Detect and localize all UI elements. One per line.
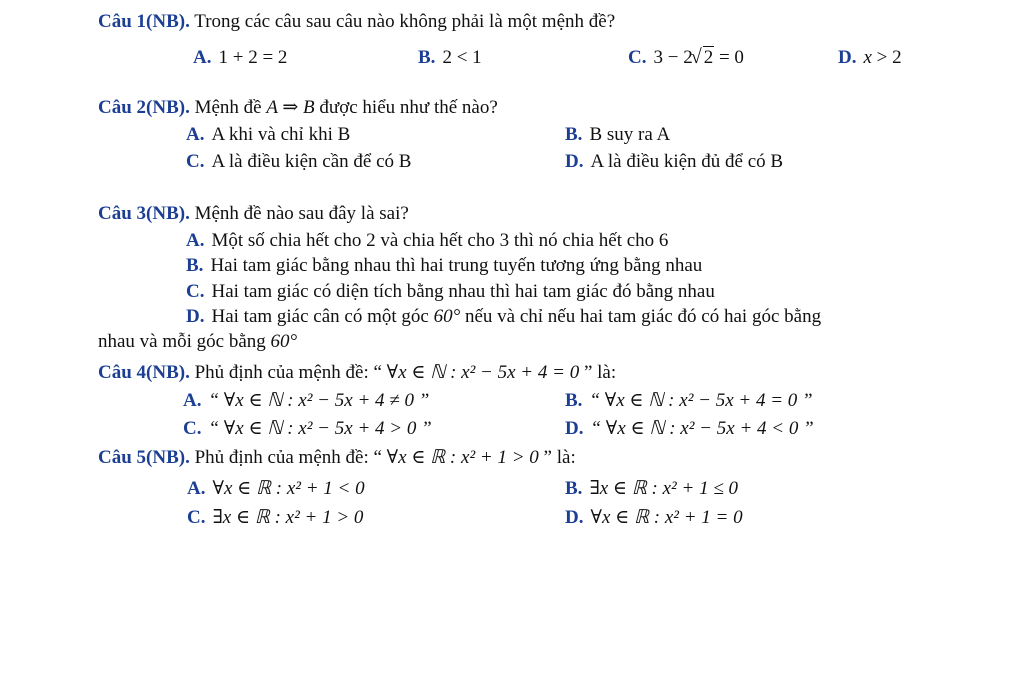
q4-option-a-text: “ ∀x ∈ ℕ : x² − 5x + 4 ≠ 0 ”: [208, 390, 430, 411]
question-1: [98, 11, 615, 33]
q2-option-b-text: B suy ra A: [589, 124, 671, 145]
q2-option-a: [186, 124, 350, 146]
q5-option-b-text: ∃x ∈ ℝ : x² + 1 ≤ 0: [589, 478, 738, 499]
q4-option-b: [565, 390, 813, 412]
q2-option-b-label: B.: [565, 124, 583, 145]
q3-option-a-label: A.: [186, 230, 205, 251]
q1-option-c: [628, 47, 744, 69]
q3-option-d: [186, 306, 821, 328]
q3-option-d-angle: 60°: [433, 306, 461, 327]
q5-option-a-label: A.: [187, 478, 206, 499]
q5-option-c-text: ∃x ∈ ℝ : x² + 1 > 0: [212, 507, 364, 528]
q4-option-d-text: “ ∀x ∈ ℕ : x² − 5x + 4 < 0 ”: [590, 418, 814, 439]
q1-option-d-label: D.: [838, 47, 857, 68]
question-4-stem-post: ” là:: [579, 362, 617, 383]
q4-option-d: [565, 418, 814, 440]
question-3: [98, 203, 409, 225]
q4-option-a-label: A.: [183, 390, 202, 411]
q3-option-c: [186, 281, 715, 303]
q1-option-c-post: = 0: [714, 47, 744, 68]
q2-option-d-label: D.: [565, 151, 584, 172]
question-4: [98, 362, 616, 384]
q1-option-a-label: A.: [193, 47, 212, 68]
q2-option-c: [186, 151, 411, 173]
q1-option-c-pre: 3 − 2: [653, 47, 693, 68]
q3-option-d-continuation: [98, 331, 297, 353]
q3-option-c-text: Hai tam giác có diện tích bằng nhau thì hai tam giác đó bằng nhau: [211, 281, 715, 302]
question-1-title: Câu 1(NB).: [98, 11, 190, 32]
sqrt-symbol: [693, 47, 715, 69]
q3-option-b-label: B.: [186, 255, 204, 276]
question-1-stem: Trong các câu sau câu nào không phải là một mệnh đề?: [194, 11, 616, 32]
q1-option-b: [418, 47, 482, 69]
question-5-stem-post: ” là:: [538, 447, 576, 468]
q5-option-d-text: ∀x ∈ ℝ : x² + 1 = 0: [590, 507, 743, 528]
q4-option-c: [183, 418, 432, 440]
q4-option-c-label: C.: [183, 418, 202, 439]
q1-option-d: [838, 47, 902, 69]
question-5-stem-math: ∀x ∈ ℝ : x² + 1 > 0: [386, 447, 539, 468]
q1-option-d-text: > 2: [871, 47, 902, 68]
q1-option-b-text: 2 < 1: [442, 47, 482, 68]
q1-option-d-var: x: [863, 47, 872, 68]
question-4-stem-pre: Phủ định của mệnh đề: “: [194, 362, 387, 383]
q3-option-d-angle2: 60°: [270, 331, 298, 352]
q5-option-a: [187, 478, 365, 500]
q4-option-b-text: “ ∀x ∈ ℕ : x² − 5x + 4 = 0 ”: [589, 390, 813, 411]
q4-option-d-label: D.: [565, 418, 584, 439]
q3-option-a-text: Một số chia hết cho 2 và chia hết cho 3 thì nó chia hết cho 6: [211, 230, 669, 251]
question-2: [98, 97, 498, 119]
q1-option-b-label: B.: [418, 47, 436, 68]
q1-option-c-label: C.: [628, 47, 647, 68]
q5-option-d: [565, 507, 743, 529]
question-3-title: Câu 3(NB).: [98, 203, 190, 224]
q5-option-c-label: C.: [187, 507, 206, 528]
question-4-stem-math: ∀x ∈ ℕ : x² − 5x + 4 = 0: [386, 362, 580, 383]
q3-option-d-text-post: nếu và chỉ nếu hai tam giác đó có hai góc bằng: [460, 306, 822, 327]
q1-option-c-radicand: 2: [703, 47, 714, 68]
question-5: [98, 447, 576, 469]
q3-option-a: [186, 230, 668, 252]
q3-option-d-continuation-text: nhau và mỗi góc bằng: [98, 331, 271, 352]
question-2-stem-math: A ⇒ B: [266, 97, 315, 118]
q2-option-c-label: C.: [186, 151, 205, 172]
q5-option-b: [565, 478, 738, 500]
q4-option-a: [183, 390, 429, 412]
q2-option-d-text: A là điều kiện đủ để có B: [590, 151, 784, 172]
q3-option-b-text: Hai tam giác bằng nhau thì hai trung tuyến tương ứng bằng nhau: [210, 255, 703, 276]
q3-option-d-text-pre: Hai tam giác cân có một góc: [211, 306, 434, 327]
question-2-stem-post: được hiểu như thế nào?: [314, 97, 498, 118]
q3-option-c-label: C.: [186, 281, 205, 302]
q3-option-b: [186, 255, 702, 277]
q5-option-a-text: ∀x ∈ ℝ : x² + 1 < 0: [212, 478, 365, 499]
q1-option-a-text: 1 + 2 = 2: [218, 47, 288, 68]
q4-option-c-text: “ ∀x ∈ ℕ : x² − 5x + 4 > 0 ”: [208, 418, 432, 439]
q2-option-d: [565, 151, 783, 173]
q5-option-b-label: B.: [565, 478, 583, 499]
q4-option-b-label: B.: [565, 390, 583, 411]
q1-option-a: [193, 47, 287, 69]
question-2-stem-pre: Mệnh đề: [194, 97, 267, 118]
q2-option-a-text: A khi và chỉ khi B: [211, 124, 351, 145]
q2-option-a-label: A.: [186, 124, 205, 145]
q2-option-c-text: A là điều kiện cần để có B: [211, 151, 412, 172]
question-3-stem: Mệnh đề nào sau đây là sai?: [194, 203, 409, 224]
question-2-title: Câu 2(NB).: [98, 97, 190, 118]
q5-option-d-label: D.: [565, 507, 584, 528]
q3-option-d-label: D.: [186, 306, 205, 327]
q5-option-c: [187, 507, 363, 529]
q2-option-b: [565, 124, 670, 146]
question-5-title: Câu 5(NB).: [98, 447, 190, 468]
question-5-stem-pre: Phủ định của mệnh đề: “: [194, 447, 387, 468]
question-4-title: Câu 4(NB).: [98, 362, 190, 383]
